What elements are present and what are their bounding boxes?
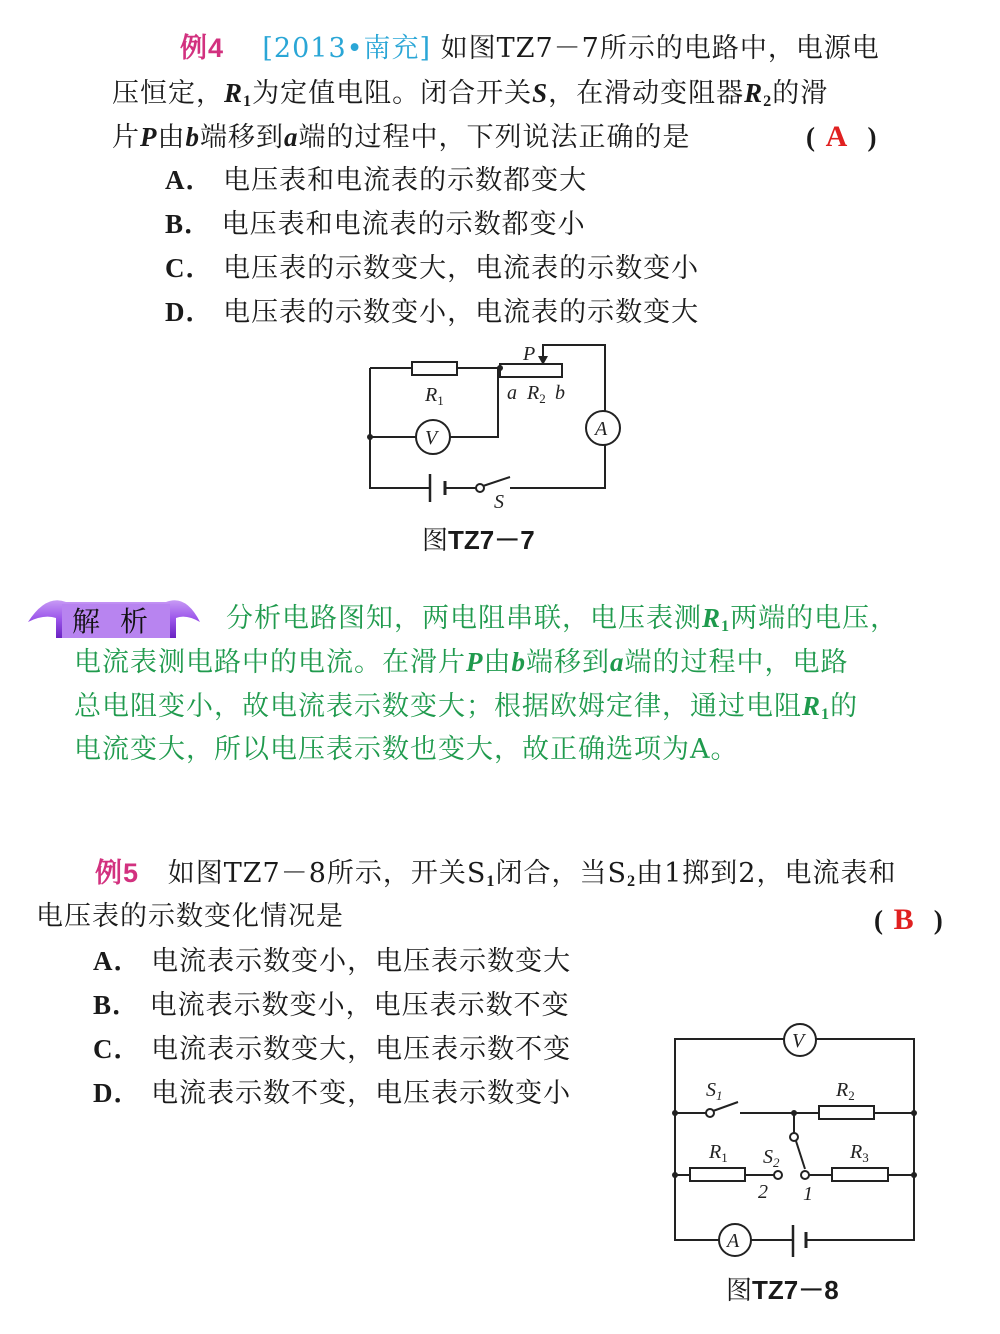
sub: 1 [821,705,831,723]
junction [497,365,503,371]
sub: 1 [486,872,496,890]
text: 总电阻变小，故电流表示数变大；根据欧姆定律，通过电阻 [74,691,802,722]
figure-caption-tz7-7 [422,520,535,557]
var: a [284,122,299,152]
option-text: 电流表示数变大，电压表示数不变 [151,1034,572,1065]
option-text: 电流表示数不变，电压表示数变小 [151,1078,572,1109]
text: 压恒定， [112,78,224,109]
option-key: C． [93,1034,142,1064]
paren: ( [874,905,884,935]
var: b [511,647,526,677]
label-a-meter: A [595,418,608,440]
text: 由1掷到2，电流表和 [636,858,897,889]
var: R [802,691,822,721]
text: 端的过程中，下列说法正确的是 [298,122,691,153]
label-s1: $S_1$ [706,1079,723,1103]
wire [806,1039,914,1240]
label-s2: $S_2$ [763,1146,780,1170]
text: 端移到 [200,122,284,153]
circuit-diagram-tz7-7 [0,0,1000,560]
paren: ) [933,905,944,935]
text: 如图TZ7－8所示，开关S [167,858,487,889]
figure-caption-tz7-8 [726,1270,839,1307]
q5-answer-bracket [874,903,944,938]
caption-prefix: 图 [726,1275,753,1305]
option-text: 电压表和电流表的示数都变小 [221,209,586,240]
label-b: b [555,382,565,404]
caption-id: TZ7－7 [448,525,535,555]
paren: ( [806,122,816,152]
wire [510,445,605,488]
resistor-r1 [690,1168,745,1181]
analysis-line-2 [74,645,849,680]
label-r1: $R_1$ [709,1141,728,1165]
circuit-diagram-tz7-8 [0,1000,1000,1334]
text: 的滑 [772,78,829,109]
switch-blade [483,477,510,486]
text: 为定值电阻。闭合开关 [252,78,533,109]
analysis-banner-label: 解析 [72,605,169,638]
text: 端的过程中，电路 [624,647,849,678]
label-v: V [425,427,438,449]
label-r2: $R_2$ [836,1079,855,1103]
var: P [466,647,484,677]
text: 片 [112,122,140,153]
caption-prefix: 图 [422,525,449,555]
sub: 1 [721,617,731,635]
option-text: 电压表的示数变大，电流表的示数变小 [223,253,700,284]
analysis-line-3 [74,689,858,731]
option-key: A． [93,946,142,976]
q5-answer: B [893,903,915,936]
switch-s2-contact-2 [774,1171,782,1179]
text: 两端的电压， [730,603,899,634]
var: S [532,78,549,108]
var: R [744,78,764,108]
switch-s2-blade [796,1141,805,1169]
text: 端移到 [526,647,610,678]
q5-line-1 [95,856,896,898]
label-v: V [792,1030,805,1052]
text: 的 [830,691,859,722]
text: 分析电路图知，两电阻串联，电压表测 [226,603,702,634]
q4-text: 如图TZ7－7所示的电路中，电源电 [440,33,880,64]
text: ，在滑动变阻器 [548,78,745,109]
sub: 2 [763,92,773,110]
resistor-r1 [412,362,457,375]
label-a: a [507,382,517,404]
option-key: B． [93,990,141,1020]
option-text: 电压表和电流表的示数都变大 [223,165,588,196]
text: 由 [157,122,186,153]
option-text: 电压表的示数变小，电流表的示数变大 [223,297,700,328]
option-key: D． [93,1078,142,1108]
option-key: D． [165,297,214,327]
var: R [224,78,244,108]
caption-id: TZ7－8 [752,1275,839,1305]
paren: ) [867,122,878,152]
switch-s1-blade [713,1102,738,1111]
label-a: A [727,1230,740,1252]
label-r1: $R_1$ [425,384,444,408]
wire [675,1039,784,1240]
text: 电流表测电路中的电流。在滑片 [74,647,466,678]
analysis-line-4: 电流变大，所以电压表示数也变大，故正确选项为A。 [74,734,739,765]
label-r3: $R_3$ [850,1141,869,1165]
text: 闭合，当S [495,858,627,889]
option-key: C． [165,253,214,283]
q5-line-2: 电压表的示数变化情况是 [36,901,344,932]
var: P [140,122,158,152]
resistor-r3 [832,1168,888,1181]
label-p: P [523,343,536,365]
switch-s2-pivot [790,1133,798,1141]
label-terminal-1: 1 [803,1183,813,1205]
option-key: A． [165,165,214,195]
option-text: 电流表示数变小，电压表示数变大 [151,946,572,977]
var: a [610,647,625,677]
resistor-r2 [819,1106,874,1119]
option-key: B． [165,209,213,239]
wire [450,368,498,437]
q4-source: [2013•南充] [262,33,432,64]
junction [367,434,373,440]
rheostat-r2 [500,364,562,377]
text: 由 [483,647,512,678]
q5-option-a [93,944,571,979]
var: R [702,603,722,633]
sub: 2 [627,872,637,890]
label-terminal-2: 2 [758,1181,768,1203]
q4-answer: A [825,120,849,153]
sub: 1 [243,92,253,110]
q4-label: 例4 [180,33,225,63]
var: b [185,122,200,152]
label-s: S [494,491,504,513]
switch-s2-contact-1 [801,1171,809,1179]
q5-label: 例5 [95,858,140,888]
option-text: 电流表示数变小，电压表示数不变 [149,990,570,1021]
analysis-line-1 [226,601,898,643]
label-r2: $R_2$ [527,382,546,406]
